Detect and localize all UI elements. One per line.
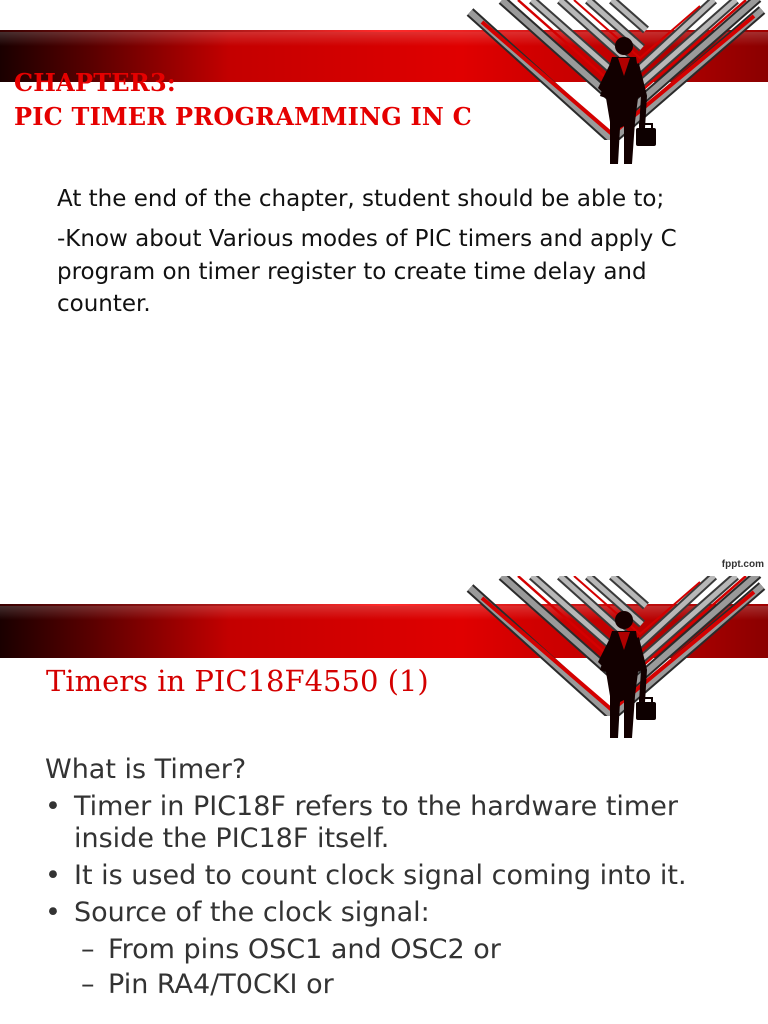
- bullet-marker: •: [45, 897, 61, 928]
- chapter-title-line-2: PIC TIMER PROGRAMMING IN C: [14, 102, 472, 131]
- slide-content: [45, 754, 735, 1004]
- sub-bullet-text: From pins OSC1 and OSC2 or: [108, 934, 501, 965]
- bullet-text: Timer in PIC18F refers to the hardware timer inside the PIC18F itself.: [74, 791, 678, 854]
- learning-objectives: [57, 180, 697, 321]
- sub-bullet-item: [45, 934, 735, 966]
- brand-label: fppt.com: [721, 559, 764, 570]
- bullet-item: [45, 791, 735, 855]
- bullet-marker: •: [45, 860, 61, 891]
- sub-bullet-marker: –: [81, 934, 95, 965]
- chapter-title-line-1: CHAPTER3:: [14, 68, 176, 97]
- bullet-item: [45, 897, 735, 929]
- sub-bullet-text: Pin RA4/T0CKI or: [108, 969, 334, 1000]
- objective-detail: -Know about Various modes of PIC timers and apply C program on timer register to create time delay and counter.: [57, 226, 677, 317]
- bullet-marker: •: [45, 791, 61, 822]
- objective-intro: At the end of the chapter, student should be able to;: [57, 186, 665, 212]
- slide-title: Timers in PIC18F4550 (1): [46, 664, 429, 698]
- slide-2: [0, 576, 768, 1024]
- bullet-list: [45, 791, 735, 1001]
- businessman-with-briefcase-icon: [588, 610, 664, 744]
- bullet-item: [45, 860, 735, 892]
- bullet-text: It is used to count clock signal coming into it.: [74, 860, 687, 891]
- question-heading: What is Timer?: [45, 754, 247, 785]
- bullet-text: Source of the clock signal:: [74, 897, 430, 928]
- sub-bullet-item: [45, 969, 735, 1001]
- businessman-with-briefcase-icon: [588, 36, 664, 170]
- sub-bullet-marker: –: [81, 969, 95, 1000]
- chapter-title: [14, 66, 472, 134]
